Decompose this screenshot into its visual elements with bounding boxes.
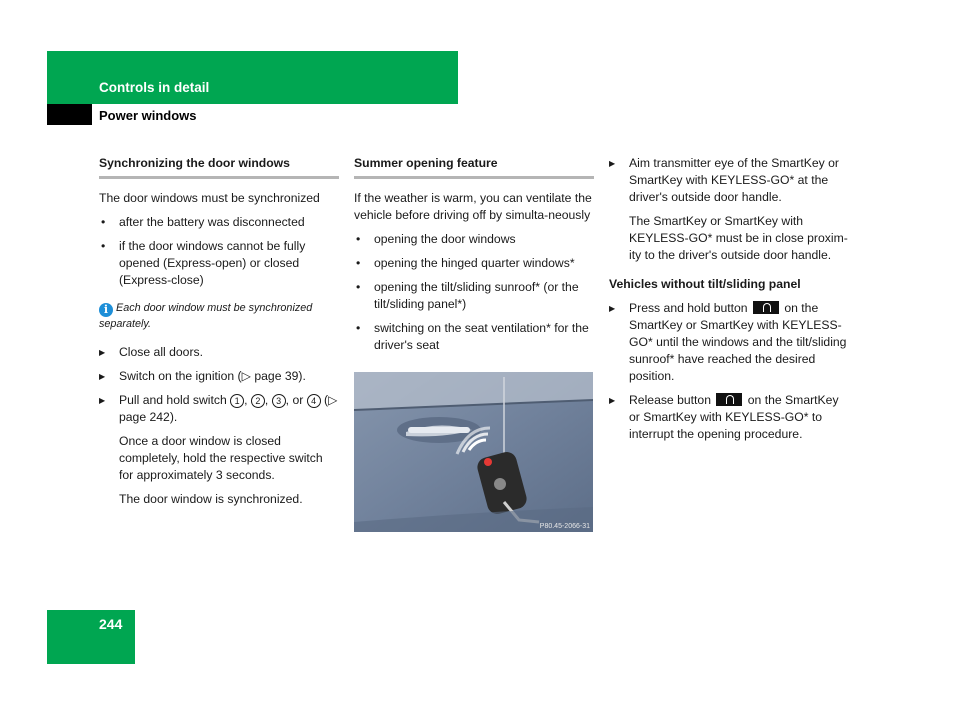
subsection-title: Power windows <box>99 108 197 123</box>
sync-para: Once a door window is closed completely, hold the respective switch for approximately 3 seconds. <box>119 434 323 482</box>
step-close-doors: ▶ Close all doors. <box>99 344 339 361</box>
photo-illustration <box>354 372 593 532</box>
step-aim-transmitter: ▶ Aim transmitter eye of the SmartKey or SmartKey with KEYLESS-GO* at the driver's outside door handle. <box>609 155 849 206</box>
summer-bullet: • opening the hinged quarter windows* <box>354 255 594 272</box>
switch-number: 2 <box>251 394 265 408</box>
subheading-without-panel: Vehicles without tilt/sliding panel <box>609 277 801 291</box>
column-summer-opening <box>354 155 594 361</box>
heading-summer-opening: Summer opening feature <box>354 155 594 179</box>
proximity-note: The SmartKey or SmartKey with KEYLESS-GO* must be in close proxim-ity to the driver's outside door handle. <box>629 214 848 262</box>
sync-result: The door window is synchronized. <box>119 492 303 506</box>
separator: , <box>264 393 272 407</box>
sync-bullet: • after the battery was disconnected <box>99 214 339 231</box>
switch-number: 4 <box>307 394 321 408</box>
separator: , <box>244 393 251 407</box>
sync-intro: The door windows must be synchronized <box>99 191 320 205</box>
step-text: (▷ page 242). <box>119 393 338 424</box>
step-press-hold <box>609 300 849 385</box>
step-text: Press and hold button <box>629 301 751 315</box>
page-number: 244 <box>99 616 123 632</box>
info-icon: i <box>99 303 113 317</box>
switch-number: 3 <box>272 394 286 408</box>
summer-bullet: • opening the tilt/sliding sunroof* (or the tilt/sliding panel*) <box>354 279 594 313</box>
unlock-button-icon <box>753 301 779 314</box>
summer-bullet: • opening the door windows <box>354 231 594 248</box>
unlock-button-icon <box>716 393 742 406</box>
info-note-text: Each door window must be synchronized separately. <box>99 302 313 330</box>
step-text: on the SmartKey or SmartKey with KEYLESS-GO* until the windows and the tilt/sliding sunroof* have reached the desired position. <box>629 301 847 383</box>
column-synchronizing <box>99 155 339 515</box>
info-note <box>99 301 339 332</box>
step-ignition: ▶ Switch on the ignition (▷ page 39). <box>99 368 339 385</box>
photo-code: P80.45-2066-31 <box>539 523 590 530</box>
switch-number: 1 <box>230 394 244 408</box>
heading-synchronizing: Synchronizing the door windows <box>99 155 339 179</box>
header-band <box>47 51 458 104</box>
column-smartkey-steps <box>609 155 849 450</box>
sync-bullet: • if the door windows cannot be fully opened (Express-open) or closed (Express-close) <box>99 238 339 289</box>
section-title: Controls in detail <box>99 80 210 95</box>
separator: , or <box>285 393 307 407</box>
subsection-marker <box>47 104 92 125</box>
step-release <box>609 392 849 443</box>
step-text: on the SmartKey or SmartKey with KEYLESS-GO* to interrupt the opening procedure. <box>629 393 839 441</box>
door-handle-smartkey-photo <box>354 372 593 532</box>
step-pull-switch <box>99 392 339 426</box>
summer-intro: If the weather is warm, you can ventilate the vehicle before driving off by simulta-neously <box>354 191 592 222</box>
step-text: Pull and hold switch <box>119 393 231 407</box>
summer-bullet: • switching on the seat ventilation* for the driver's seat <box>354 320 594 354</box>
step-text: Release button <box>629 393 715 407</box>
